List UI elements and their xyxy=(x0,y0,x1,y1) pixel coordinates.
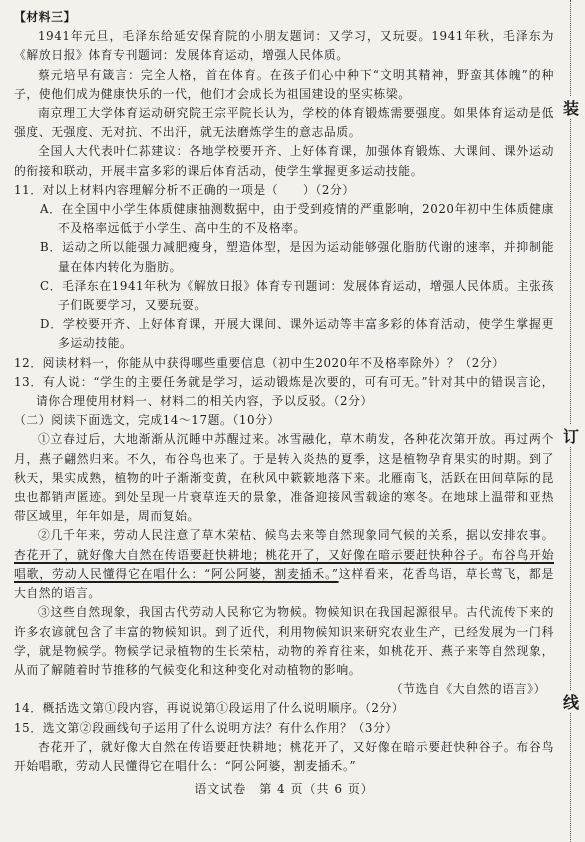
binding-line xyxy=(556,0,585,842)
material3-heading: 【材料三】 xyxy=(14,10,76,24)
question-14: 14．概括选文第①段内容，再说说第①段运用了什么说明顺序。（2分） xyxy=(14,701,405,716)
binding-mark-xian: 线 xyxy=(560,690,582,713)
material3-para-4: 全国人大代表叶仁荪建议：各地学校要开齐、上好体育课，加强体育锻炼、大课间、课外运动的衔接和联动，开展丰富多彩的课后体育活动，使学生掌握更多运动技能。 xyxy=(14,144,554,178)
question-11-option-d: D．学校要开齐、上好体育课，开展大课间、课外运动等丰富多彩的体育活动，使学生掌握更多运动技能。 xyxy=(40,317,554,351)
question-15-quote: 杏花开了，就好像大自然在传语要赶快耕地；桃花开了，又好像在暗示要赶快种谷子。布谷鸟开始唱歌，劳动人民懂得它在唱什么：“阿公阿婆，割麦插禾。” xyxy=(14,739,554,773)
passage-para-3: ③这些自然现象，我国古代劳动人民称它为物候。物候知识在我国起源很早。古代流传下来的许多农谚就包含了丰富的物候知识。到了近代，利用物候知识来研究农业生产，已经发展为一门科学，就是物候学。物候学记录植物的生长荣枯，动物的养育往来，如桃花开、燕子来等自然现象，从而了解随着时节推移的气候变化和这种变化对动植物的影响。 xyxy=(14,605,554,677)
page-footer: 语文试卷 第 4 页（共 6 页） xyxy=(194,782,374,797)
passage-para-2 xyxy=(14,526,554,603)
question-13: 13．有人说：“学生的主要任务就是学习，运动锻炼是次要的，可有可无。”针对其中的错误言论，请你合理使用材料一、材料二的相关内容，予以反驳。（2分） xyxy=(14,374,554,409)
binding-mark-zhuang: 装 xyxy=(560,96,582,119)
binding-dotted-line xyxy=(570,0,571,842)
material3-para-3: 南京理工大学体育运动研究院王宗平院长认为，学校的体育锻炼需要强度。如果体育运动是低强度、无强度、无对抗、不出汗，就无法磨炼学生的意志品质。 xyxy=(14,106,554,140)
passage-underlined-sentence: 杏花开了，就好像大自然在传语要赶快耕地；桃花开了，又好像在暗示要赶快种谷子。布谷鸟开始唱歌，劳动人民懂得它在唱什么：“阿公阿婆，割麦插禾。” xyxy=(14,547,554,581)
material3-para-2: 蔡元培早有箴言：完全人格，首在体育。在孩子们心中种下“文明其精神，野蛮其体魄”的种子，使他们成为健康快乐的一代，他们才会成长为祖国建设的坚实栋梁。 xyxy=(14,67,554,101)
question-12: 12．阅读材料一，你能从中获得哪些重要信息（初中生2020年不及格率除外）？（2分） xyxy=(14,355,505,370)
exam-page xyxy=(14,8,554,838)
question-11-option-c: C．毛泽东在1941年秋为《解放日报》体育专刊题词：发展体育运动，增强人民体质。主张孩子们既要学习，又要玩耍。 xyxy=(40,278,554,313)
question-11-option-a: A．在全国中小学生体质健康抽测数据中，由于受到疫情的严重影响，2020年初中生体质健康不及格率远低于小学生、高中生的不及格率。 xyxy=(40,202,554,236)
passage-para-1: ①立春过后，大地渐渐从沉睡中苏醒过来。冰雪融化，草木萌发，各种花次第开放。再过两个月，燕子翩然归来。不久，布谷鸟也来了。于是转入炎热的夏季，这是植物孕育果实的时期。到了秋天，果实成熟，植物的叶子渐渐变黄，在秋风中簌簌地落下来。北雁南飞，活跃在田间草际的昆虫也都销声匿迹。到处呈现一片衰草连天的景象，准备迎接风雪载途的寒冬。在地球上温带和亚热带区域里，年年如是，周而复始。 xyxy=(14,432,554,524)
passage-para-2-conclusion: 这样看来，花香鸟语，草长莺飞，都是大自然的语言。 xyxy=(14,566,554,601)
binding-mark-ding: 订 xyxy=(560,424,582,447)
question-11-option-b: B．运动之所以能强力减肥瘦身，塑造体型，是因为运动能够强化脂肪代谢的速率，并抑制能量在体内转化为脂肪。 xyxy=(40,240,554,274)
question-11-stem: 11．对以上材料内容理解分析不正确的一项是（ ）（2分） xyxy=(14,182,355,197)
material3-para-1: 1941年元旦，毛泽东给延安保育院的小朋友题词：又学习，又玩耍。1941年秋，毛泽东为《解放日报》体育专刊题词：发展体育运动，增强人民体质。 xyxy=(14,29,554,63)
passage-source: （节选自《大自然的语言》） xyxy=(390,682,546,697)
passage-para-2-intro: ②几千年来，劳动人民注意了草木荣枯、候鸟去来等自然现象同气候的关系，据以安排农事。 xyxy=(38,528,554,543)
section-2-heading: （二）阅读下面选文，完成14～17题。（10分） xyxy=(14,413,280,428)
question-15-stem: 15．选文第②段画线句子运用了什么说明方法？有什么作用？（3分） xyxy=(14,720,398,735)
